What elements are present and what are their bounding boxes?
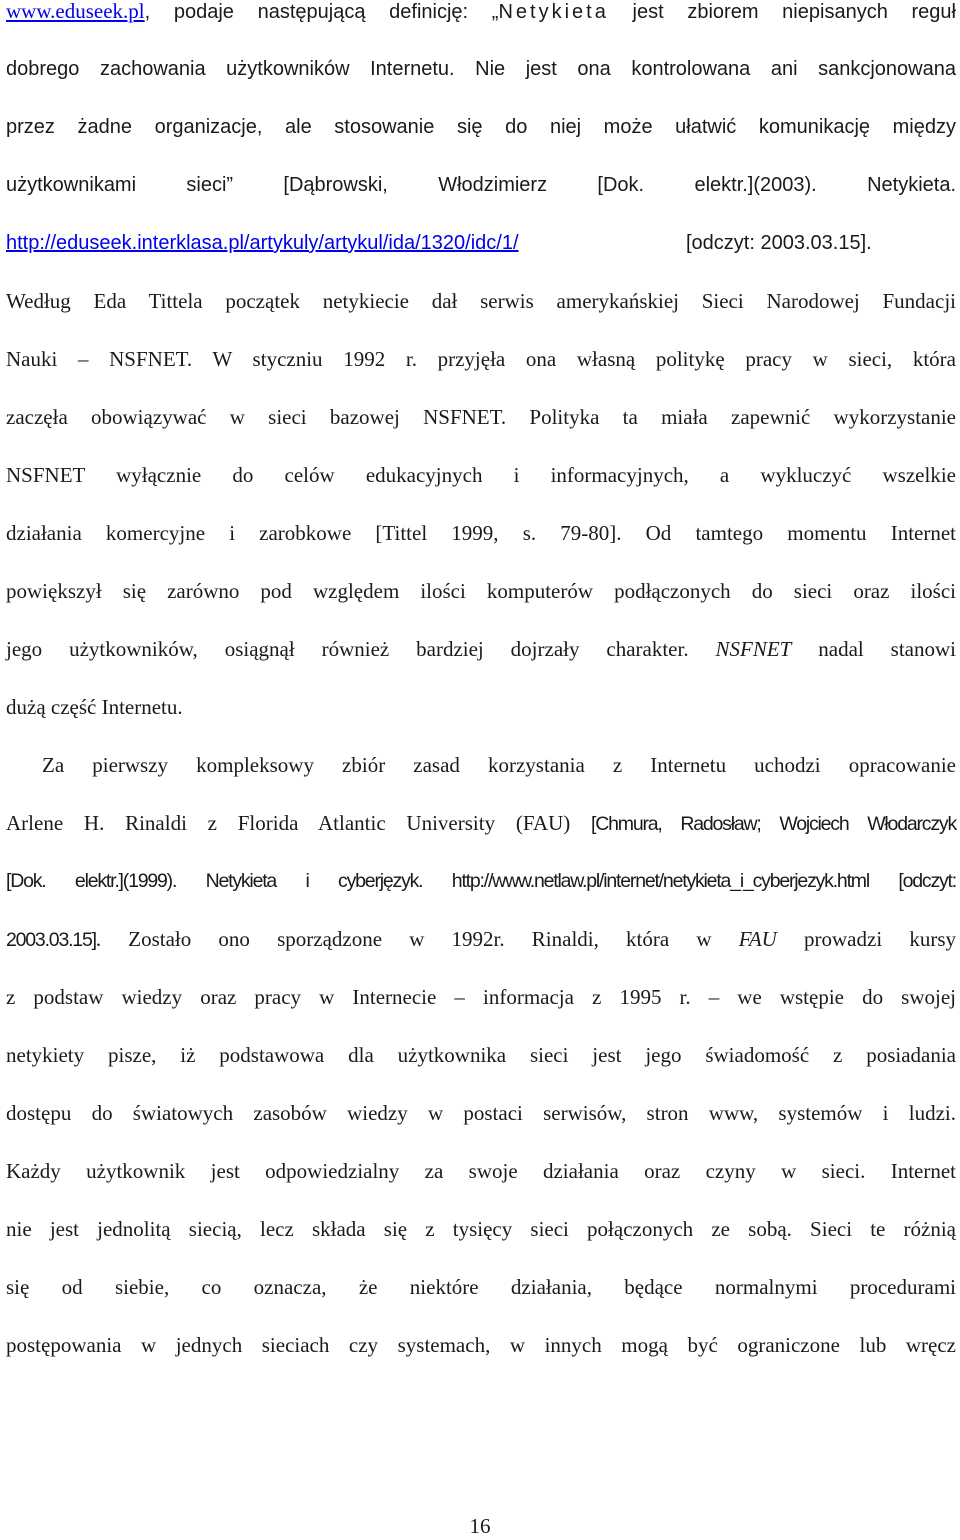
text-line-18: z podstaw wiedzy oraz pracy w Internecie – informacja z 1995 r. – we wstępie do swojej [6, 985, 956, 1009]
text-line-20: dostępu do światowych zasobów wiedzy w postaci serwisów, stron www, systemów i ludzi. [6, 1101, 956, 1125]
text-line-11: powiększył się zarówno pod względem ilości komputerów podłączonych do sieci oraz ilości [6, 579, 956, 603]
text-line-24: postępowania w jednych sieciach czy systemach, w innych mogą być ograniczone lub wręcz [6, 1333, 956, 1357]
text-line-7: Nauki – NSFNET. W styczniu 1992 r. przyjęła ona własną politykę pracy w sieci, która [6, 347, 956, 371]
text-line-22: nie jest jednolitą siecią, lecz składa się z tysięcy sieci połączonych ze sobą. Sieci te różnią [6, 1217, 956, 1241]
text-line-3: przez żadne organizacje, ale stosowanie się do niej może ułatwić komunikację między [6, 116, 956, 138]
eduseek-link[interactable]: www.eduseek.pl [6, 0, 145, 23]
text-line-9: NSFNET wyłącznie do celów edukacyjnych i informacyjnych, a wykluczyć wszelkie [6, 463, 956, 487]
page-number: 16 [469, 1514, 491, 1538]
fau-italic: FAU [738, 927, 777, 951]
netykieta-term: Netykieta [498, 1, 609, 23]
text-line-2: dobrego zachowania użytkowników Internetu. Nie jest ona kontrolowana ani sankcjonowana [6, 58, 956, 80]
nsfnet-italic: NSFNET [715, 637, 792, 661]
text-line-15: Arlene H. Rinaldi z Florida Atlantic University (FAU) [Chmura, Radosław; Wojciech Włodarczyk [6, 811, 956, 835]
text-line-23: się od siebie, co oznacza, że niektóre działania, będące normalnymi procedurami [6, 1275, 956, 1299]
text-line-19: netykiety pisze, iż podstawowa dla użytkownika sieci jest jego świadomość z posiadania [6, 1043, 956, 1067]
text-line-17: 2003.03.15]. Zostało ono sporządzone w 1992r. Rinaldi, która w FAU prowadzi kursy [6, 927, 956, 951]
text-line-12: jego użytkowników, osiągnął również bardziej dojrzały charakter. NSFNET nadal stanowi [6, 637, 956, 661]
text-line-14: Za pierwszy kompleksowy zbiór zasad korzystania z Internetu uchodzi opracowanie [42, 753, 956, 777]
text-line-5: http://eduseek.interklasa.pl/artykuly/artykul/ida/1320/idc/1/ [odczyt: 2003.03.15]. [6, 232, 872, 254]
text-line-4: użytkownikami sieci” [Dąbrowski, Włodzimierz [Dok. elektr.](2003). Netykieta. [6, 174, 956, 196]
text-line-16: [Dok. elektr.](1999). Netykieta i cyberjęzyk. http://www.netlaw.pl/internet/netykieta_i_cyberjezyk.html [odczyt: [6, 870, 956, 892]
interklasa-link[interactable]: http://eduseek.interklasa.pl/artykuly/artykul/ida/1320/idc/1/ [6, 232, 519, 254]
text-line-13: dużą część Internetu. [6, 695, 183, 719]
text-line-1: www.eduseek.pl, podaje następującą definicję: „Netykieta jest zbiorem niepisanych reguł [6, 0, 956, 23]
text-line-10: działania komercyjne i zarobkowe [Tittel 1999, s. 79-80]. Od tamtego momentu Internet [6, 521, 956, 545]
text-line-6: Według Eda Tittela początek netykiecie dał serwis amerykańskiej Sieci Narodowej Fundacji [6, 289, 956, 313]
text-line-21: Każdy użytkownik jest odpowiedzialny za swoje działania oraz czyny w sieci. Internet [6, 1159, 956, 1183]
text-line-8: zaczęła obowiązywać w sieci bazowej NSFNET. Polityka ta miała zapewnić wykorzystanie [6, 405, 956, 429]
